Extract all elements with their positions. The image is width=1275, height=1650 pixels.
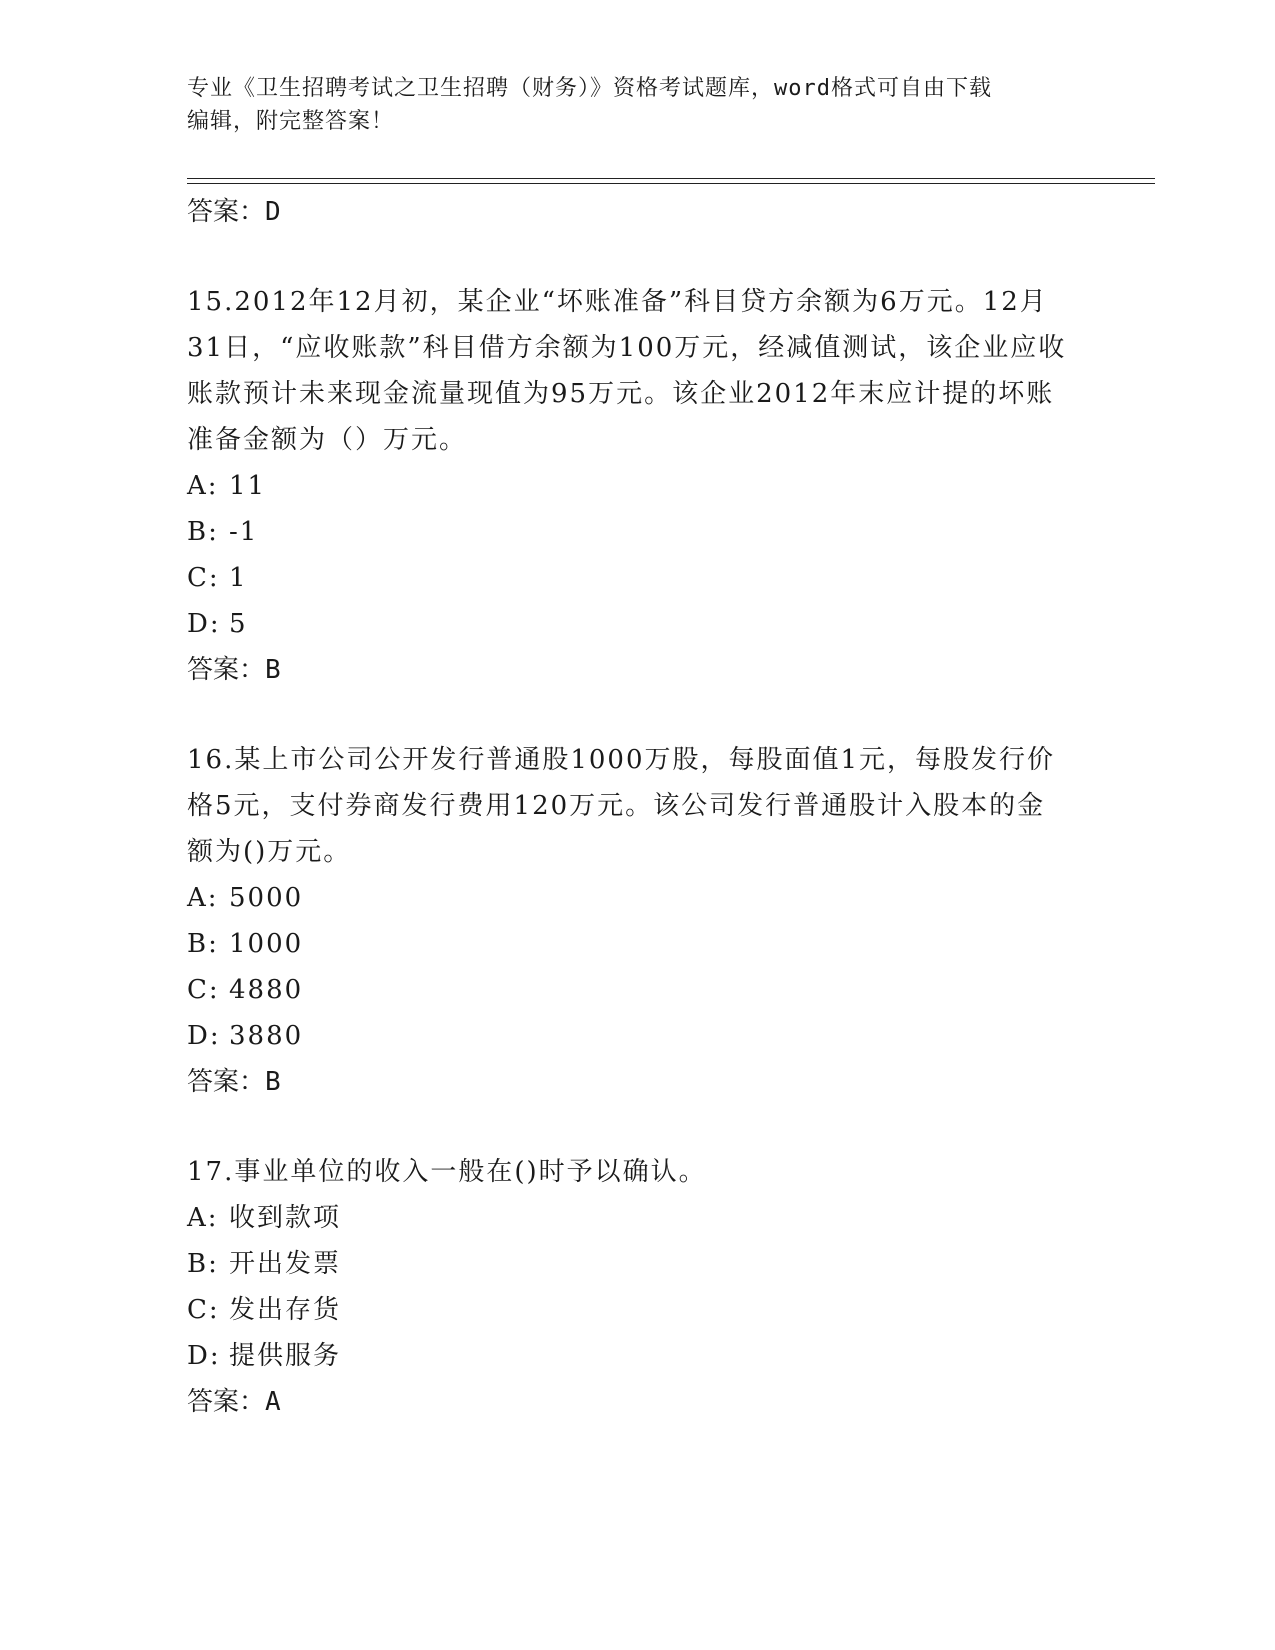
option-text: 5 bbox=[229, 609, 248, 639]
option-c bbox=[187, 555, 1087, 601]
question-block bbox=[187, 737, 1087, 1105]
page-header bbox=[187, 72, 1067, 138]
option-label: A: bbox=[187, 1203, 219, 1233]
option-c bbox=[187, 967, 1087, 1013]
question-stem: 16.某上市公司公开发行普通股1000万股，每股面值1元，每股发行价格5元，支付券商发行费用120万元。该公司发行普通股计入股本的金额为()万元。 bbox=[187, 745, 1056, 867]
option-label: B: bbox=[187, 1249, 219, 1279]
option-b bbox=[187, 1241, 1087, 1287]
answer-line: 答案：A bbox=[187, 1387, 281, 1417]
option-text: 开出发票 bbox=[229, 1249, 342, 1279]
option-text: 提供服务 bbox=[229, 1341, 342, 1371]
header-line-2: 编辑，附完整答案！ bbox=[187, 109, 395, 134]
option-label: D: bbox=[187, 609, 221, 639]
question-block bbox=[187, 1149, 1087, 1425]
question-block bbox=[187, 279, 1087, 693]
option-text: -1 bbox=[229, 517, 259, 547]
option-label: D: bbox=[187, 1021, 221, 1051]
option-text: 3880 bbox=[229, 1021, 304, 1051]
option-b bbox=[187, 509, 1087, 555]
option-d bbox=[187, 1333, 1087, 1379]
option-d bbox=[187, 1013, 1087, 1059]
option-label: C: bbox=[187, 563, 220, 593]
option-label: D: bbox=[187, 1341, 221, 1371]
option-text: 发出存货 bbox=[229, 1295, 342, 1325]
option-label: A: bbox=[187, 471, 219, 501]
option-text: 1000 bbox=[229, 929, 304, 959]
option-b bbox=[187, 921, 1087, 967]
header-rule-top bbox=[187, 178, 1155, 179]
answer-line: 答案：B bbox=[187, 655, 281, 685]
option-a bbox=[187, 875, 1087, 921]
option-text: 收到款项 bbox=[229, 1203, 342, 1233]
option-a bbox=[187, 463, 1087, 509]
option-label: B: bbox=[187, 929, 219, 959]
option-label: B: bbox=[187, 517, 219, 547]
question-list bbox=[187, 189, 1087, 1425]
question-stem: 15.2012年12月初，某企业“坏账准备”科目贷方余额为6万元。12月31日，“应收账款”科目借方余额为100万元，经减值测试，该企业应收账款预计未来现金流量现值为95万元。该企业2012年末应计提的坏账准备金额为（）万元。 bbox=[187, 287, 1067, 455]
option-label: C: bbox=[187, 975, 220, 1005]
option-text: 1 bbox=[229, 563, 248, 593]
option-text: 4880 bbox=[229, 975, 304, 1005]
option-label: A: bbox=[187, 883, 219, 913]
option-c bbox=[187, 1287, 1087, 1333]
question-stem: 17.事业单位的收入一般在()时予以确认。 bbox=[187, 1157, 707, 1187]
header-line-1: 专业《卫生招聘考试之卫生招聘（财务）》资格考试题库，word格式可自由下载 bbox=[187, 76, 992, 101]
option-d bbox=[187, 601, 1087, 647]
option-a bbox=[187, 1195, 1087, 1241]
option-text: 11 bbox=[229, 471, 267, 501]
option-text: 5000 bbox=[229, 883, 304, 913]
answer-line: 答案：B bbox=[187, 1067, 281, 1097]
option-label: C: bbox=[187, 1295, 220, 1325]
header-rule-bottom bbox=[187, 183, 1155, 184]
answer-line: 答案：D bbox=[187, 197, 281, 227]
